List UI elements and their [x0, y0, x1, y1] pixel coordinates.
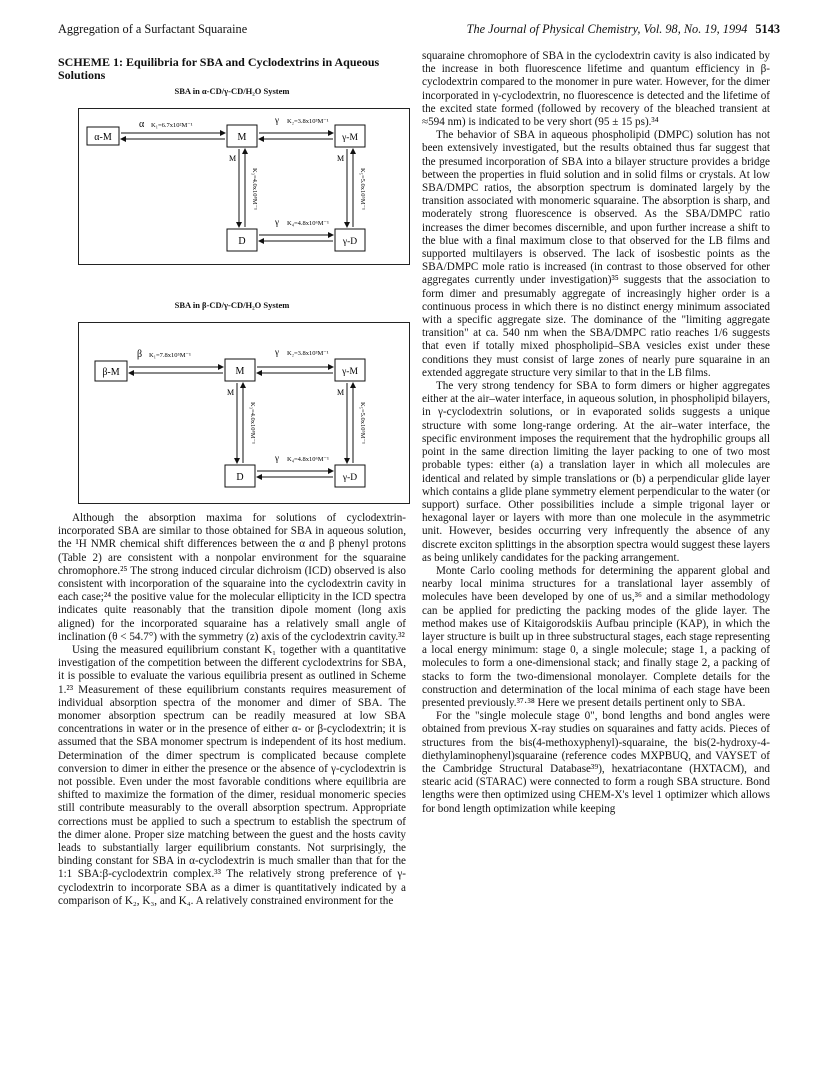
gamma-label: γ	[275, 115, 279, 125]
system2-label: SBA in β-CD/γ-CD/H₂O System	[174, 300, 290, 310]
m-label-2: M	[235, 366, 245, 377]
left-column	[58, 512, 406, 908]
paragraph: Although the absorption maxima for solutions of cyclodextrin-incorporated SBA are similar to those obtained for SBA in aqueous solution, the ¹H NMR chemical shift differences between the α and β phenyl protons (Table 2) are consistent with a nonpolar environment for the squaraine chromophore.²⁵ The strong induced circular dichroism (ICD) observed is also consistent with incorporation of the squaraine into the cyclodextrin cavity in each case;²⁴ the positive value for the molecular ellipticity in the ICD spectra indicates quite reasonably that the transition dipole moment (long axis aligned) for the incorporated squaraine has a relatively small angle of inclination (θ < 54.7°) with the symmetry (z) axis of the cyclodextrin cavity.³²	[58, 512, 406, 643]
gm-label-2: γ-M	[342, 367, 358, 377]
m2-vert-label: M	[227, 388, 235, 397]
paragraph: Monte Carlo cooling methods for determining the apparent global and nearby local minima structures for a translational layer assembly of molecules have been developed by one of us,³⁶ and a similar methodology can be applied for predicting the packing modes of the glide layer. The method makes use of Kitaigorodskiis Aufbau principle (KAP), in which the layer structure is built up in three substructural stages, each stage representing a local energy minimum: stage 0, a single molecule; stage 1, a packing of molecules to form a one-dimensional stack; and finally stage 2, a packing of stacks to form the two-dimensional monolayer. Complete details for the construction and determination of the local minima of each stage have been presented previously.³⁷·³⁸ Here we present details pertinent only to SBA.	[422, 564, 770, 709]
d-label-2: D	[236, 472, 244, 483]
scheme1-diagram	[79, 109, 409, 264]
k5-label: K₅=5.0x10⁵M⁻¹	[359, 168, 366, 210]
scheme-title: SCHEME 1: Equilibria for SBA and Cyclodextrins in Aqueous Solutions	[58, 55, 380, 82]
m2-vert-label-2: M	[337, 388, 345, 397]
k5-label-2: K₅=5.0x10⁵M⁻¹	[359, 402, 366, 444]
paragraph: Using the measured equilibrium constant K₁ together with a quantitative investigation of the competition between the different cyclodextrins for SBA, it is possible to evaluate the various equilibria present as outlined in Scheme 1.²³ Measurement of these equilibrium constants requires measurement of individual absorption spectra of the monomer and dimer of SBA. The monomer absorption spectrum can be readily measured at low SBA concentrations in water or in the presence of either α- or β-cyclodextrin; it is assumed that the SBA monomer spectrum is independent of its host medium. Determination of the dimer spectrum is complicated because complete conversion to dimer in either the presence or the absence of γ-cyclodextrin is not possible. Even under the most favorable conditions where equilibria are shifted to maximize the formation of the dimer, residual monomeric species still contribute measurably to the overall absorption spectrum. Appropriate corrections must be applied to such a spectrum to establish the spectrum of the dimer alone. Proper size matching between the guest and the hosts cavity leads to substantially larger equilibrium constants. Not surprisingly, the binding constant for SBA in α-cyclodextrin is much smaller than that for the 1:1 SBA:β-cyclodextrin complex.³³ The relatively strong preference of γ-cyclodextrin to incorporate SBA as a dimer is quantitatively indicated by a comparison of K₂, K₃, and K₄. A relatively constrained environment for the	[58, 644, 406, 907]
k2-label: K₂=3.8x10³M⁻¹	[287, 118, 329, 125]
scheme2-frame	[78, 322, 410, 504]
cd-m-label: α-M	[94, 132, 112, 143]
k4-label-2: K₄=4.8x10⁶M⁻¹	[287, 456, 329, 463]
system1-label: SBA in α-CD/γ-CD/H₂O System	[174, 86, 290, 96]
page-number: 5143	[755, 22, 780, 36]
d-label: D	[238, 236, 246, 247]
gamma-label-2: γ	[275, 217, 279, 227]
m-vert-label-2: M	[337, 154, 345, 163]
gm-label: γ-M	[342, 133, 358, 143]
scheme2-diagram	[79, 323, 409, 503]
scheme1-frame	[78, 108, 410, 265]
k3-label-2: K₃=4.0x10⁸M⁻¹	[249, 402, 256, 444]
gd-label-2: γ-D	[342, 473, 358, 483]
journal-name: The Journal of Physical Chemistry, Vol. 98, No. 19, 1994	[466, 22, 748, 36]
k1-label: K₁=6.7x10²M⁻¹	[151, 122, 193, 129]
k2-label-2: K₂=3.8x10³M⁻¹	[287, 350, 329, 357]
k3-label: K₃=4.0x10⁸M⁻¹	[251, 168, 258, 210]
greek-label: α	[139, 119, 145, 130]
k4-label: K₄=4.8x10⁶M⁻¹	[287, 220, 329, 227]
paragraph: For the "single molecule stage 0", bond lengths and bond angles were obtained from previous X-ray studies on squaraines and fatty acids. Pieces of structures from the bis(4-methoxyphenyl)-squaraine, the bis(2-hydroxy-4-diethylaminophenyl)squaraine (reference codes MXPBUQ, and VAYSET of the Cambridge Structural Database³⁹), hexatriacontane (HXTACM), and stearic acid (STARAC) were connected to form a rough SBA structure. Bond lengths were then optimized using CHEM-X's level 1 optimizer which allows for bond length optimization while keeping	[422, 710, 770, 815]
gamma2-label-2: γ	[275, 453, 279, 463]
gd-label: γ-D	[342, 237, 358, 247]
gamma2-label: γ	[275, 347, 279, 357]
m-vert-label: M	[229, 154, 237, 163]
running-header: Aggregation of a Surfactant Squaraine	[58, 22, 248, 36]
cd-m-label-2: β-M	[102, 367, 120, 378]
m-label: M	[237, 132, 247, 143]
greek-label-2: β	[137, 349, 143, 360]
k1-label-2: K₁=7.8x10⁵M⁻¹	[149, 352, 191, 359]
journal-citation	[467, 22, 780, 37]
paragraph: The behavior of SBA in aqueous phospholipid (DMPC) solution has not been extensively investigated, but the results obtained thus far suggest that the presumed incorporation of SBA into a bilayer structure provides a bridge between the properties in fluid solution and in solid films or crystals. At low SBA/DMPC ratios, the absorption spectrum is dominated largely by the transition associated with monomeric squaraine. The absorption is sharp, and moderately strong fluorescence is observed. As the SBA/DMPC ratio increases the dimer becomes discernible, and upon further increase a shift to the blue with a final maximum close to that observed for the LB films and supported multilayers is observed. The lack of isosbestic points as the SBA/DMPC mole ratio is increased (in contrast to those observed for other aggregates currently under investigation)³⁵ suggests that the association to form dimer and presumably aggregate of increasingly higher order is a continuous process in which there is no distinct energy minimum associated with a specific aggregate size. The dominance of the "limiting aggregate transition" at ca. 540 nm when the SBA/DMPC ratio reaches 1/6 suggests that even if totally mixed phospholipid–SBA vesicles exist under these conditions they must consist of large zones of nearly pure squaraine in an extended aggregate structure very similar to that in the LB films.	[422, 129, 770, 379]
right-column	[422, 50, 770, 816]
paragraph: squaraine chromophore of SBA in the cyclodextrin cavity is also indicated by the increase in both fluorescence lifetime and quantum efficiency in β-cyclodextrin compared to the monomer in pure water. However, for the dimer incorporated in γ-cyclodextrin, no fluorescence is detected and the lifetime of the excited state formed (followed by recovery of the bleached transient at ≈594 nm) is indicated to be very short (95 ± 15 ps).³⁴	[422, 50, 770, 129]
paragraph: The very strong tendency for SBA to form dimers or higher aggregates either at the air–water interface, in aqueous solution, in phospholipid bilayers, in γ-cyclodextrin solutions, or in evaporated solids suggests a unique structure with some long-range ordering. At the air–water interface, the specific environment imposes the requirement that the hydrophilic groups all point in the same direction limiting the layer packing to one of two most probable types: either (a) a translation layer in which all molecules are identical and related by simple translations or (b) a perpendicular glide layer which contains a glide plane symmetry element perpendicular to the water (or support) surface. Other possibilities include a simple trigonal layer or hexagonal layer or layers with more than one molecule in the asymmetric unit. However, besides occurring very infrequently the absence of any discrete exciton splittings in the absorption spectra would suggest these layers as being unlikely candidates for the packing arrangement.	[422, 380, 770, 564]
